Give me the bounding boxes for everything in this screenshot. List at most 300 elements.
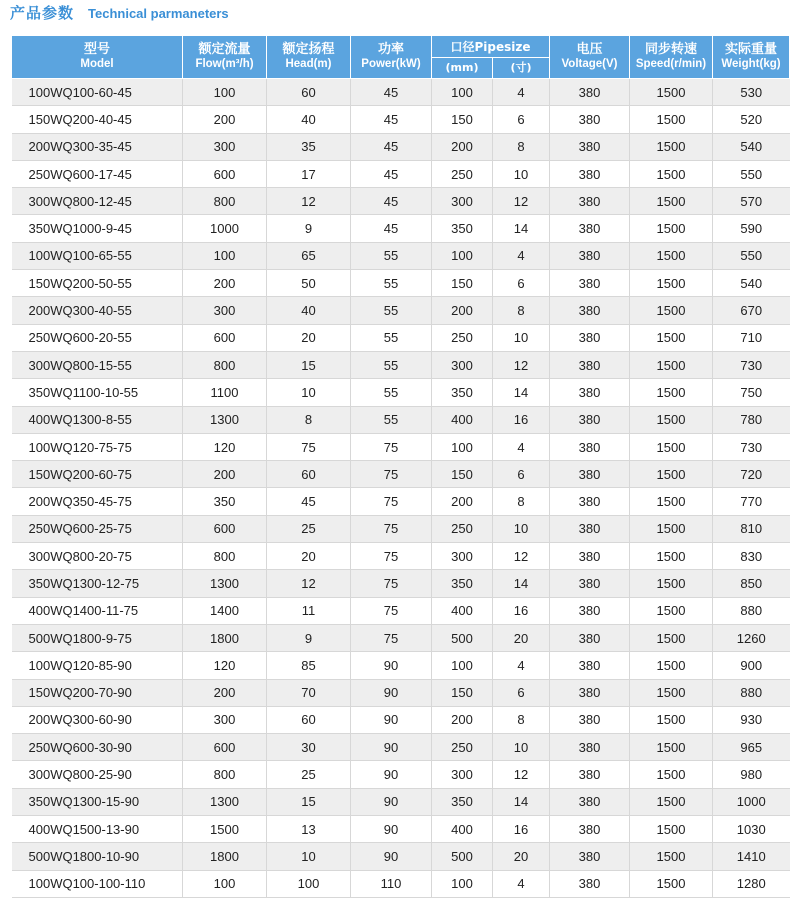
cell-model: 400WQ1500-13-90: [12, 816, 183, 843]
table-row: [12, 788, 790, 815]
cell-pipe-inch: 12: [493, 761, 550, 788]
cell-voltage: 380: [550, 242, 630, 269]
table-row: [12, 379, 790, 406]
cell-pipe-inch: 14: [493, 215, 550, 242]
cell-flow: 300: [183, 706, 267, 733]
cell-speed: 1500: [630, 270, 713, 297]
cell-head: 50: [267, 270, 351, 297]
cell-weight: 530: [713, 79, 790, 106]
cell-head: 10: [267, 379, 351, 406]
col-header-flow: 额定流量 Flow(m³/h): [183, 36, 267, 79]
cell-pipe-mm: 400: [432, 406, 493, 433]
cell-pipe-inch: 4: [493, 242, 550, 269]
cell-model: 250WQ600-17-45: [12, 160, 183, 187]
cell-head: 17: [267, 160, 351, 187]
cell-power: 75: [351, 624, 432, 651]
cell-pipe-mm: 100: [432, 79, 493, 106]
cell-model: 150WQ200-40-45: [12, 106, 183, 133]
cell-voltage: 380: [550, 488, 630, 515]
cell-pipe-mm: 350: [432, 788, 493, 815]
cell-speed: 1500: [630, 597, 713, 624]
cell-pipe-mm: 250: [432, 734, 493, 761]
cell-model: 350WQ1100-10-55: [12, 379, 183, 406]
cell-pipe-inch: 6: [493, 270, 550, 297]
cell-pipe-inch: 8: [493, 488, 550, 515]
cell-flow: 350: [183, 488, 267, 515]
cell-head: 70: [267, 679, 351, 706]
cell-power: 90: [351, 788, 432, 815]
cell-head: 40: [267, 106, 351, 133]
cell-head: 20: [267, 543, 351, 570]
cell-pipe-inch: 16: [493, 406, 550, 433]
cell-model: 300WQ800-15-55: [12, 351, 183, 378]
cell-model: 400WQ1400-11-75: [12, 597, 183, 624]
cell-voltage: 380: [550, 761, 630, 788]
cell-model: 350WQ1000-9-45: [12, 215, 183, 242]
cell-head: 40: [267, 297, 351, 324]
cell-power: 90: [351, 734, 432, 761]
cell-flow: 1500: [183, 816, 267, 843]
cell-speed: 1500: [630, 297, 713, 324]
cell-pipe-mm: 100: [432, 433, 493, 460]
cell-power: 90: [351, 843, 432, 870]
cell-voltage: 380: [550, 133, 630, 160]
cell-pipe-inch: 10: [493, 734, 550, 761]
cell-voltage: 380: [550, 297, 630, 324]
cell-pipe-inch: 10: [493, 515, 550, 542]
cell-speed: 1500: [630, 188, 713, 215]
col-header-pipesize-inch: (寸): [493, 58, 550, 79]
cell-voltage: 380: [550, 79, 630, 106]
cell-pipe-mm: 300: [432, 351, 493, 378]
cell-pipe-mm: 350: [432, 215, 493, 242]
cell-head: 35: [267, 133, 351, 160]
cell-pipe-inch: 4: [493, 79, 550, 106]
cell-flow: 600: [183, 734, 267, 761]
cell-speed: 1500: [630, 706, 713, 733]
cell-head: 85: [267, 652, 351, 679]
cell-model: 400WQ1300-8-55: [12, 406, 183, 433]
cell-weight: 770: [713, 488, 790, 515]
table-row: [12, 843, 790, 870]
cell-pipe-inch: 10: [493, 324, 550, 351]
cell-voltage: 380: [550, 788, 630, 815]
cell-speed: 1500: [630, 433, 713, 460]
cell-flow: 100: [183, 79, 267, 106]
cell-pipe-mm: 350: [432, 570, 493, 597]
cell-flow: 1800: [183, 843, 267, 870]
cell-pipe-inch: 14: [493, 379, 550, 406]
cell-flow: 1100: [183, 379, 267, 406]
cell-pipe-mm: 200: [432, 133, 493, 160]
cell-model: 250WQ600-20-55: [12, 324, 183, 351]
cell-voltage: 380: [550, 106, 630, 133]
cell-voltage: 380: [550, 160, 630, 187]
cell-flow: 120: [183, 433, 267, 460]
cell-flow: 800: [183, 188, 267, 215]
cell-pipe-mm: 200: [432, 706, 493, 733]
cell-voltage: 380: [550, 324, 630, 351]
table-row: [12, 515, 790, 542]
cell-model: 100WQ100-60-45: [12, 79, 183, 106]
cell-model: 300WQ800-20-75: [12, 543, 183, 570]
cell-flow: 1300: [183, 570, 267, 597]
cell-head: 60: [267, 461, 351, 488]
cell-model: 150WQ200-60-75: [12, 461, 183, 488]
cell-pipe-mm: 400: [432, 597, 493, 624]
cell-voltage: 380: [550, 433, 630, 460]
cell-pipe-inch: 8: [493, 706, 550, 733]
table-row: [12, 488, 790, 515]
cell-power: 45: [351, 160, 432, 187]
cell-voltage: 380: [550, 515, 630, 542]
table-row: [12, 297, 790, 324]
cell-flow: 1000: [183, 215, 267, 242]
cell-flow: 1300: [183, 406, 267, 433]
cell-pipe-mm: 100: [432, 242, 493, 269]
cell-power: 45: [351, 133, 432, 160]
cell-weight: 810: [713, 515, 790, 542]
col-header-pipesize: 口径Pipesize: [432, 36, 550, 58]
cell-flow: 120: [183, 652, 267, 679]
cell-model: 200WQ350-45-75: [12, 488, 183, 515]
cell-weight: 590: [713, 215, 790, 242]
cell-pipe-inch: 14: [493, 788, 550, 815]
cell-pipe-inch: 6: [493, 679, 550, 706]
cell-pipe-mm: 500: [432, 843, 493, 870]
cell-weight: 720: [713, 461, 790, 488]
cell-head: 13: [267, 816, 351, 843]
cell-weight: 880: [713, 597, 790, 624]
cell-weight: 1410: [713, 843, 790, 870]
cell-speed: 1500: [630, 652, 713, 679]
cell-power: 45: [351, 188, 432, 215]
cell-model: 350WQ1300-15-90: [12, 788, 183, 815]
cell-weight: 930: [713, 706, 790, 733]
cell-speed: 1500: [630, 133, 713, 160]
cell-voltage: 380: [550, 843, 630, 870]
cell-head: 60: [267, 706, 351, 733]
cell-pipe-mm: 150: [432, 679, 493, 706]
cell-model: 100WQ120-85-90: [12, 652, 183, 679]
cell-head: 9: [267, 624, 351, 651]
cell-pipe-mm: 400: [432, 816, 493, 843]
cell-model: 100WQ100-100-110: [12, 870, 183, 897]
cell-weight: 750: [713, 379, 790, 406]
cell-head: 12: [267, 570, 351, 597]
cell-weight: 710: [713, 324, 790, 351]
cell-voltage: 380: [550, 215, 630, 242]
table-row: [12, 270, 790, 297]
table-row: [12, 242, 790, 269]
cell-model: 500WQ1800-10-90: [12, 843, 183, 870]
cell-flow: 800: [183, 761, 267, 788]
table-row: [12, 761, 790, 788]
cell-head: 100: [267, 870, 351, 897]
cell-power: 45: [351, 79, 432, 106]
table-row: [12, 79, 790, 106]
cell-weight: 570: [713, 188, 790, 215]
table-row: [12, 543, 790, 570]
table-row: [12, 870, 790, 897]
table-row: [12, 351, 790, 378]
cell-speed: 1500: [630, 242, 713, 269]
cell-weight: 730: [713, 351, 790, 378]
cell-voltage: 380: [550, 597, 630, 624]
cell-speed: 1500: [630, 543, 713, 570]
cell-pipe-inch: 6: [493, 461, 550, 488]
cell-weight: 1280: [713, 870, 790, 897]
cell-model: 200WQ300-35-45: [12, 133, 183, 160]
col-header-pipesize-mm: (mm): [432, 58, 493, 79]
cell-model: 150WQ200-70-90: [12, 679, 183, 706]
cell-power: 55: [351, 270, 432, 297]
cell-power: 75: [351, 597, 432, 624]
cell-pipe-inch: 16: [493, 597, 550, 624]
cell-pipe-mm: 150: [432, 270, 493, 297]
table-row: [12, 160, 790, 187]
cell-voltage: 380: [550, 734, 630, 761]
cell-speed: 1500: [630, 160, 713, 187]
cell-flow: 100: [183, 870, 267, 897]
cell-head: 30: [267, 734, 351, 761]
cell-pipe-inch: 20: [493, 843, 550, 870]
cell-weight: 550: [713, 160, 790, 187]
cell-head: 25: [267, 761, 351, 788]
col-header-power: 功率 Power(kW): [351, 36, 432, 79]
cell-voltage: 380: [550, 624, 630, 651]
cell-power: 75: [351, 515, 432, 542]
cell-weight: 980: [713, 761, 790, 788]
cell-pipe-mm: 100: [432, 652, 493, 679]
cell-speed: 1500: [630, 215, 713, 242]
cell-power: 55: [351, 324, 432, 351]
cell-power: 75: [351, 570, 432, 597]
col-header-head: 额定扬程 Head(m): [267, 36, 351, 79]
cell-model: 300WQ800-12-45: [12, 188, 183, 215]
cell-flow: 300: [183, 297, 267, 324]
cell-pipe-mm: 150: [432, 461, 493, 488]
cell-pipe-inch: 20: [493, 624, 550, 651]
cell-pipe-inch: 6: [493, 106, 550, 133]
table-row: [12, 433, 790, 460]
cell-weight: 880: [713, 679, 790, 706]
cell-speed: 1500: [630, 379, 713, 406]
cell-flow: 600: [183, 324, 267, 351]
cell-head: 12: [267, 188, 351, 215]
cell-power: 75: [351, 543, 432, 570]
cell-model: 250WQ600-30-90: [12, 734, 183, 761]
table-row: [12, 461, 790, 488]
cell-speed: 1500: [630, 324, 713, 351]
cell-power: 75: [351, 433, 432, 460]
cell-pipe-mm: 500: [432, 624, 493, 651]
cell-flow: 600: [183, 160, 267, 187]
cell-speed: 1500: [630, 816, 713, 843]
title-chinese: 产品参数: [10, 4, 75, 22]
cell-pipe-inch: 8: [493, 297, 550, 324]
cell-flow: 800: [183, 543, 267, 570]
cell-weight: 965: [713, 734, 790, 761]
cell-power: 55: [351, 351, 432, 378]
cell-model: 350WQ1300-12-75: [12, 570, 183, 597]
cell-speed: 1500: [630, 843, 713, 870]
cell-pipe-mm: 100: [432, 870, 493, 897]
cell-power: 90: [351, 706, 432, 733]
cell-pipe-inch: 10: [493, 160, 550, 187]
cell-speed: 1500: [630, 734, 713, 761]
cell-pipe-inch: 4: [493, 433, 550, 460]
cell-pipe-inch: 4: [493, 652, 550, 679]
cell-voltage: 380: [550, 188, 630, 215]
cell-flow: 800: [183, 351, 267, 378]
cell-weight: 850: [713, 570, 790, 597]
cell-head: 15: [267, 788, 351, 815]
cell-weight: 670: [713, 297, 790, 324]
cell-weight: 1030: [713, 816, 790, 843]
table-row: [12, 324, 790, 351]
cell-pipe-mm: 250: [432, 324, 493, 351]
cell-pipe-mm: 200: [432, 488, 493, 515]
cell-speed: 1500: [630, 679, 713, 706]
cell-flow: 1800: [183, 624, 267, 651]
cell-weight: 520: [713, 106, 790, 133]
cell-voltage: 380: [550, 870, 630, 897]
cell-head: 20: [267, 324, 351, 351]
cell-power: 75: [351, 488, 432, 515]
cell-weight: 540: [713, 270, 790, 297]
cell-pipe-mm: 350: [432, 379, 493, 406]
table-row: [12, 816, 790, 843]
cell-power: 55: [351, 406, 432, 433]
cell-pipe-mm: 250: [432, 160, 493, 187]
table-row: [12, 734, 790, 761]
col-header-speed: 同步转速 Speed(r/min): [630, 36, 713, 79]
title-english: Technical parmaneters: [88, 6, 229, 21]
cell-flow: 1400: [183, 597, 267, 624]
cell-speed: 1500: [630, 570, 713, 597]
cell-speed: 1500: [630, 761, 713, 788]
cell-model: 200WQ300-60-90: [12, 706, 183, 733]
cell-pipe-inch: 16: [493, 816, 550, 843]
cell-flow: 200: [183, 270, 267, 297]
cell-pipe-inch: 12: [493, 543, 550, 570]
cell-speed: 1500: [630, 488, 713, 515]
cell-model: 100WQ120-75-75: [12, 433, 183, 460]
table-row: [12, 706, 790, 733]
cell-speed: 1500: [630, 624, 713, 651]
spec-table-body: [12, 79, 790, 898]
cell-speed: 1500: [630, 870, 713, 897]
cell-voltage: 380: [550, 679, 630, 706]
cell-power: 55: [351, 379, 432, 406]
cell-voltage: 380: [550, 351, 630, 378]
cell-flow: 600: [183, 515, 267, 542]
page-title: [10, 2, 229, 28]
cell-voltage: 380: [550, 570, 630, 597]
col-header-weight: 实际重量 Weight(kg): [713, 36, 790, 79]
cell-speed: 1500: [630, 406, 713, 433]
cell-model: 300WQ800-25-90: [12, 761, 183, 788]
cell-power: 90: [351, 761, 432, 788]
cell-model: 250WQ600-25-75: [12, 515, 183, 542]
cell-weight: 830: [713, 543, 790, 570]
table-row: [12, 133, 790, 160]
cell-power: 45: [351, 215, 432, 242]
cell-head: 10: [267, 843, 351, 870]
cell-pipe-inch: 12: [493, 351, 550, 378]
cell-head: 11: [267, 597, 351, 624]
cell-head: 8: [267, 406, 351, 433]
cell-flow: 200: [183, 106, 267, 133]
cell-weight: 730: [713, 433, 790, 460]
cell-power: 55: [351, 297, 432, 324]
spec-table: [11, 35, 790, 898]
cell-voltage: 380: [550, 379, 630, 406]
table-row: [12, 597, 790, 624]
cell-pipe-inch: 12: [493, 188, 550, 215]
col-header-voltage: 电压 Voltage(V): [550, 36, 630, 79]
cell-pipe-mm: 300: [432, 761, 493, 788]
cell-weight: 1260: [713, 624, 790, 651]
table-row: [12, 188, 790, 215]
cell-flow: 300: [183, 133, 267, 160]
cell-head: 45: [267, 488, 351, 515]
cell-speed: 1500: [630, 788, 713, 815]
cell-power: 110: [351, 870, 432, 897]
table-row: [12, 106, 790, 133]
cell-head: 25: [267, 515, 351, 542]
cell-weight: 1000: [713, 788, 790, 815]
cell-power: 75: [351, 461, 432, 488]
cell-head: 9: [267, 215, 351, 242]
cell-voltage: 380: [550, 816, 630, 843]
table-row: [12, 570, 790, 597]
cell-voltage: 380: [550, 461, 630, 488]
cell-voltage: 380: [550, 706, 630, 733]
cell-pipe-mm: 200: [432, 297, 493, 324]
cell-flow: 100: [183, 242, 267, 269]
cell-speed: 1500: [630, 106, 713, 133]
cell-voltage: 380: [550, 406, 630, 433]
table-row: [12, 679, 790, 706]
cell-power: 55: [351, 242, 432, 269]
cell-power: 90: [351, 816, 432, 843]
cell-pipe-inch: 14: [493, 570, 550, 597]
cell-speed: 1500: [630, 515, 713, 542]
cell-pipe-inch: 4: [493, 870, 550, 897]
cell-head: 75: [267, 433, 351, 460]
cell-head: 65: [267, 242, 351, 269]
cell-head: 15: [267, 351, 351, 378]
cell-model: 500WQ1800-9-75: [12, 624, 183, 651]
cell-power: 90: [351, 679, 432, 706]
cell-model: 150WQ200-50-55: [12, 270, 183, 297]
cell-pipe-mm: 300: [432, 188, 493, 215]
cell-model: 200WQ300-40-55: [12, 297, 183, 324]
table-row: [12, 406, 790, 433]
cell-flow: 200: [183, 461, 267, 488]
table-row: [12, 652, 790, 679]
cell-flow: 1300: [183, 788, 267, 815]
table-row: [12, 624, 790, 651]
cell-weight: 540: [713, 133, 790, 160]
cell-power: 45: [351, 106, 432, 133]
cell-weight: 550: [713, 242, 790, 269]
cell-weight: 780: [713, 406, 790, 433]
cell-speed: 1500: [630, 461, 713, 488]
cell-pipe-mm: 300: [432, 543, 493, 570]
